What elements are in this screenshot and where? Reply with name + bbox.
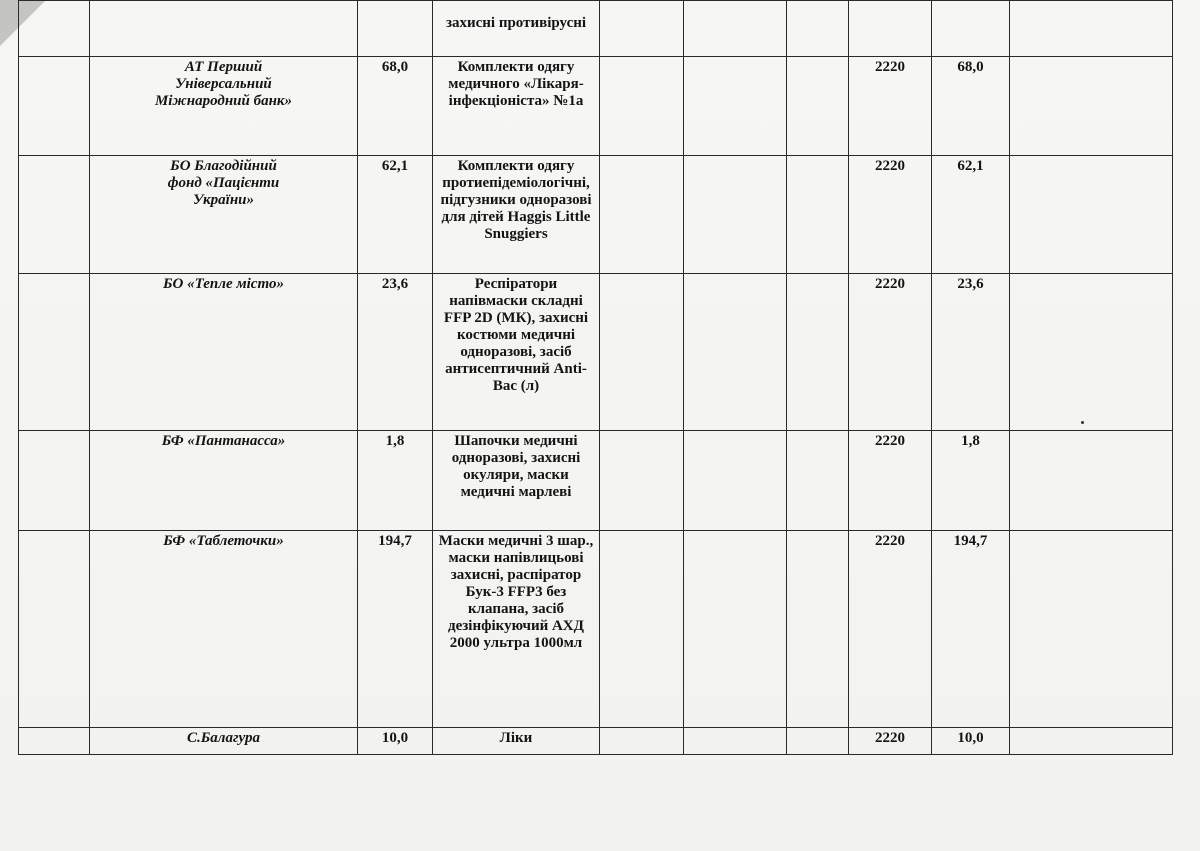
- num-cell: [19, 57, 90, 156]
- donations-table: [18, 0, 1173, 755]
- empty-cell: [684, 274, 787, 431]
- empty-cell: [1010, 274, 1173, 431]
- sum-cell: 23,6: [932, 274, 1010, 431]
- code-cell: 2220: [849, 728, 932, 755]
- donor-cell: БО Благодійний фонд «Пацієнти України»: [90, 156, 358, 274]
- empty-cell: [787, 1, 849, 57]
- empty-cell: [600, 531, 684, 728]
- empty-cell: [787, 57, 849, 156]
- amount-cell: 23,6: [358, 274, 433, 431]
- empty-cell: [1010, 431, 1173, 531]
- num-cell: [19, 1, 90, 57]
- sum-cell: 62,1: [932, 156, 1010, 274]
- empty-cell: [1010, 57, 1173, 156]
- items-cell: захисні противірусні: [433, 1, 600, 57]
- num-cell: [19, 531, 90, 728]
- empty-cell: [684, 531, 787, 728]
- donor-cell: БФ «Таблеточки»: [90, 531, 358, 728]
- speck-mark: [1081, 421, 1084, 424]
- code-cell: 2220: [849, 57, 932, 156]
- donor-cell: БФ «Пантанасса»: [90, 431, 358, 531]
- sum-cell: [932, 1, 1010, 57]
- table-row: [19, 728, 1173, 755]
- empty-cell: [684, 431, 787, 531]
- empty-cell: [1010, 728, 1173, 755]
- code-cell: 2220: [849, 274, 932, 431]
- empty-cell: [787, 156, 849, 274]
- table-row: [19, 57, 1173, 156]
- empty-cell: [684, 156, 787, 274]
- sum-cell: 194,7: [932, 531, 1010, 728]
- num-cell: [19, 728, 90, 755]
- amount-cell: 68,0: [358, 57, 433, 156]
- table-row: [19, 274, 1173, 431]
- amount-cell: 62,1: [358, 156, 433, 274]
- items-cell: Респіратори напівмаски складні FFP 2D (МК), захисні костюми медичні одноразові, засіб антисептичний Anti-Bac (л): [433, 274, 600, 431]
- code-cell: [849, 1, 932, 57]
- table-row: [19, 156, 1173, 274]
- table-row: [19, 1, 1173, 57]
- empty-cell: [684, 728, 787, 755]
- amount-cell: [358, 1, 433, 57]
- code-cell: 2220: [849, 156, 932, 274]
- sum-cell: 68,0: [932, 57, 1010, 156]
- empty-cell: [600, 274, 684, 431]
- empty-cell: [1010, 156, 1173, 274]
- empty-cell: [787, 431, 849, 531]
- amount-cell: 194,7: [358, 531, 433, 728]
- empty-cell: [600, 728, 684, 755]
- empty-cell: [600, 57, 684, 156]
- num-cell: [19, 274, 90, 431]
- empty-cell: [600, 1, 684, 57]
- empty-cell: [684, 57, 787, 156]
- sum-cell: 10,0: [932, 728, 1010, 755]
- empty-cell: [787, 728, 849, 755]
- empty-cell: [1010, 1, 1173, 57]
- items-cell: Комплекти одягу медичного «Лікаря-інфекціоніста» №1а: [433, 57, 600, 156]
- table-row: [19, 431, 1173, 531]
- amount-cell: 1,8: [358, 431, 433, 531]
- donor-cell: [90, 1, 358, 57]
- items-cell: Ліки: [433, 728, 600, 755]
- items-cell: Комплекти одягу протиепідеміологічні, підгузники одноразові для дітей Haggis Little Snuggiers: [433, 156, 600, 274]
- empty-cell: [600, 156, 684, 274]
- empty-cell: [787, 531, 849, 728]
- donor-cell: БО «Тепле місто»: [90, 274, 358, 431]
- donor-cell: С.Балагура: [90, 728, 358, 755]
- items-cell: Маски медичні 3 шар., маски напівлицьові захисні, распіратор Бук-3 FFP3 без клапана, засіб дезінфікуючий АХД 2000 ультра 1000мл: [433, 531, 600, 728]
- items-cell: Шапочки медичні одноразові, захисні окуляри, маски медичні марлеві: [433, 431, 600, 531]
- amount-cell: 10,0: [358, 728, 433, 755]
- empty-cell: [684, 1, 787, 57]
- donor-cell: АТ Перший Універсальний Міжнародний банк»: [90, 57, 358, 156]
- empty-cell: [1010, 531, 1173, 728]
- code-cell: 2220: [849, 431, 932, 531]
- table-row: [19, 531, 1173, 728]
- empty-cell: [600, 431, 684, 531]
- num-cell: [19, 156, 90, 274]
- num-cell: [19, 431, 90, 531]
- empty-cell: [787, 274, 849, 431]
- sum-cell: 1,8: [932, 431, 1010, 531]
- code-cell: 2220: [849, 531, 932, 728]
